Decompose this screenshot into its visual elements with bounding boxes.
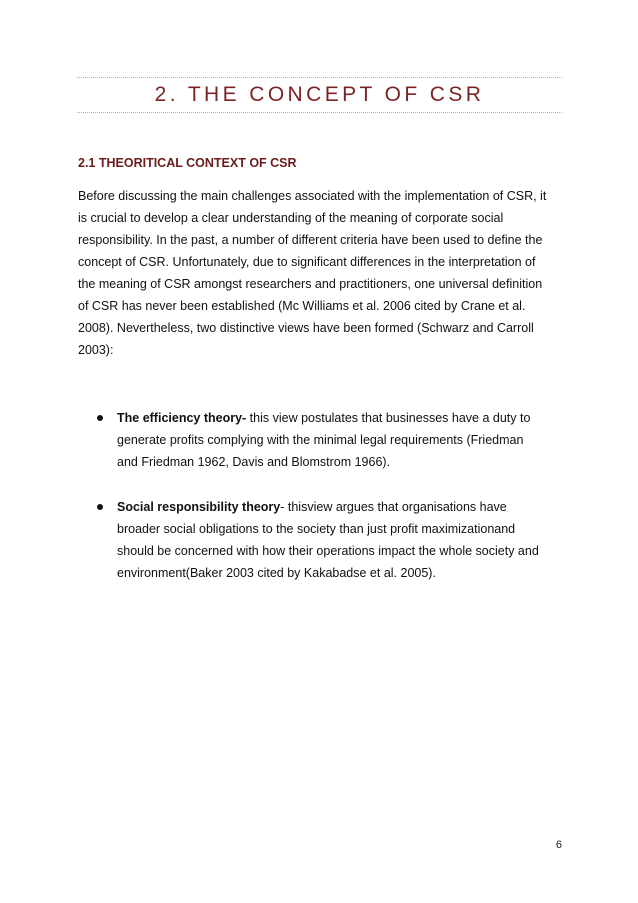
title-top-rule xyxy=(77,77,562,78)
paragraph-line: Before discussing the main challenges associated with the implementation of CSR, it xyxy=(78,189,547,203)
bullet-first-line xyxy=(117,407,530,429)
bullet-first-line xyxy=(117,496,539,518)
paragraph-line: 2008). Nevertheless, two distinctive views have been formed (Schwarz and Carroll xyxy=(78,321,534,335)
title-bottom-rule xyxy=(77,112,562,113)
chapter-title: 2. THE CONCEPT OF CSR xyxy=(154,83,485,106)
paragraph-line: is crucial to develop a clear understanding of the meaning of corporate social xyxy=(78,211,504,225)
bullet-dot-icon xyxy=(97,415,103,421)
paragraph-line: responsibility. In the past, a number of different criteria have been used to define the xyxy=(78,233,543,247)
bullet-text xyxy=(117,407,530,473)
bullet-term: Social responsibility theory xyxy=(117,500,281,514)
bullet-line: and Friedman 1962, Davis and Blomstrom 1966). xyxy=(117,455,391,469)
bullet-line: should be concerned with how their operations impact the whole society and xyxy=(117,544,539,558)
bullet-term: The efficiency theory- xyxy=(117,411,247,425)
paragraph-line: the meaning of CSR amongst researchers and practitioners, one universal definition xyxy=(78,277,543,291)
bullet-line: generate profits complying with the minimal legal requirements (Friedman xyxy=(117,433,524,447)
bullet-item-social-responsibility-theory xyxy=(97,496,539,584)
page-number: 6 xyxy=(555,839,562,851)
section-heading: 2.1 THEORITICAL CONTEXT OF CSR xyxy=(78,156,297,170)
bullet-item-efficiency-theory xyxy=(97,407,530,473)
bullet-line: broader social obligations to the society than just profit maximizationand xyxy=(117,522,516,536)
bullet-line: - thisview argues that organisations have xyxy=(280,500,507,514)
bullet-line: this view postulates that businesses have a duty to xyxy=(246,411,531,425)
bullet-line: environment(Baker 2003 cited by Kakabadse et al. 2005). xyxy=(117,566,436,580)
body-paragraph xyxy=(78,185,568,361)
bullet-dot-icon xyxy=(97,504,103,510)
bullet-text xyxy=(117,496,539,584)
paragraph-line: 2003): xyxy=(78,343,114,357)
paragraph-line: concept of CSR. Unfortunately, due to significant differences in the interpretation of xyxy=(78,255,536,269)
paragraph-line: of CSR has never been established (Mc Williams et al. 2006 cited by Crane et al. xyxy=(78,299,526,313)
